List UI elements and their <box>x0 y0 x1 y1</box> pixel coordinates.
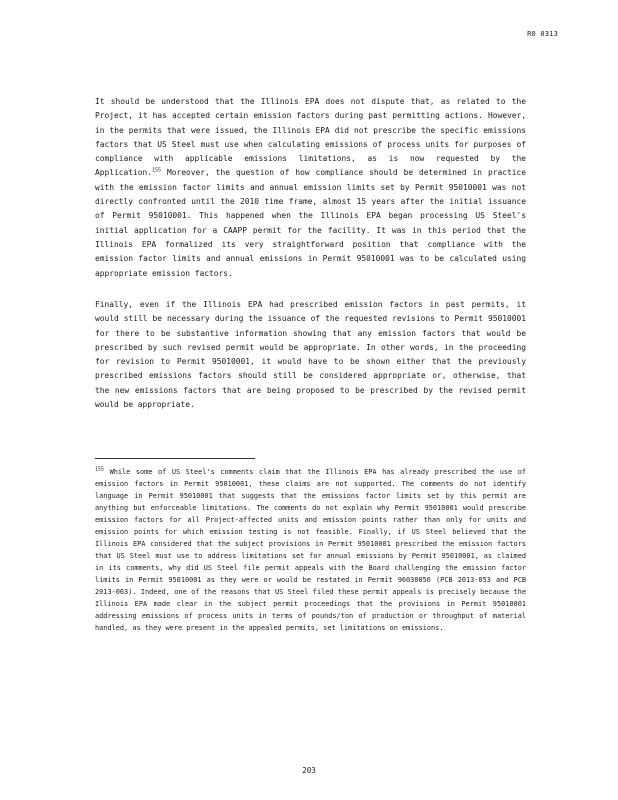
footnote-text: While some of US Steel's comments claim that the Illinois EPA has already prescribed the use of emission factors in Permit 95010001, these claims are not supported. The comments do not identify language in Permit 95010001 that suggests that the emissions factor limits set by this permit are anything but enforceable limitations. The comments do not explain why Permit 95010001 would prescribe emission factors for all Project-affected units and emission points rather than only for units and emission points for which emission testing is not feasible. Finally, if US Steel believed that the Illinois EPA considered that the subject provisions in Permit 95010001 prescribed the emission factors that US Steel must use to address limitations set for annual emissions by Permit 95010001, as claimed in its comments, why did US Steel file permit appeals with the Board challenging the emission factor limits in Permit 95010001 as they were or would be restated in Permit 96030056 (PCB 2013-053 and PCB 2013-063). Indeed, one of the reasons that US Steel filed these permit appeals is precisely because the Illinois EPA made clear in the subject permit proceedings that the provisions in Permit 95010001 addressing emissions of process units in terms of pounds/ton of production or throughput of material handled, as they were present in the appealed permits, set limitations on emissions. <box>95 468 526 632</box>
document-id-header: R0 0313 <box>527 30 558 38</box>
page-number: 203 <box>302 766 316 775</box>
footnote-divider <box>95 458 255 459</box>
paragraph-1-text-before-footnote: It should be understood that the Illinois EPA does not dispute that, as related to the Project, it has accepted certain emission factors during past permitting actions. However, in the permits that were issued, the Illinois EPA did not prescribe the specific emissions factors that US Steel must use when calculating emissions of process units for purposes of compliance with applicable emissions limitations, as is now requested by the Application. <box>95 97 526 178</box>
footnote-155 <box>95 466 526 634</box>
footnote-marker: 155 <box>95 466 105 473</box>
paragraph-1-text-after-footnote: Moreover, the question of how compliance should be determined in practice with the emission factor limits and annual emission limits set by Permit 95010001 was not directly confronted until the 2010 time frame, almost 15 years after the initial issuance of Permit 95010001. This happened when the Illinois EPA began processing US Steel's initial application for a CAAPP permit for the facility. It was in this period that the Illinois EPA formalized its very straightforward position that compliance with the emission factor limits and annual emissions in Permit 95010001 was to be calculated using appropriate emission factors. <box>95 168 526 278</box>
body-paragraph-2: Finally, even if the Illinois EPA had prescribed emission factors in past permits, it would still be necessary during the issuance of the requested revisions to Permit 95010001 for there to be substantive information showing that any emission factors that would be prescribed by such revised permit would be appropriate. In other words, in the proceeding for revision to Permit 95010001, it would have to be shown either that the previously prescribed emissions factors should still be considered appropriate or, otherwise, that the new emissions factors that are being proposed to be prescribed by the revised permit would be appropriate. <box>95 300 526 410</box>
body-paragraph-1 <box>95 95 526 281</box>
footnote-reference[interactable]: 155 <box>152 167 162 174</box>
